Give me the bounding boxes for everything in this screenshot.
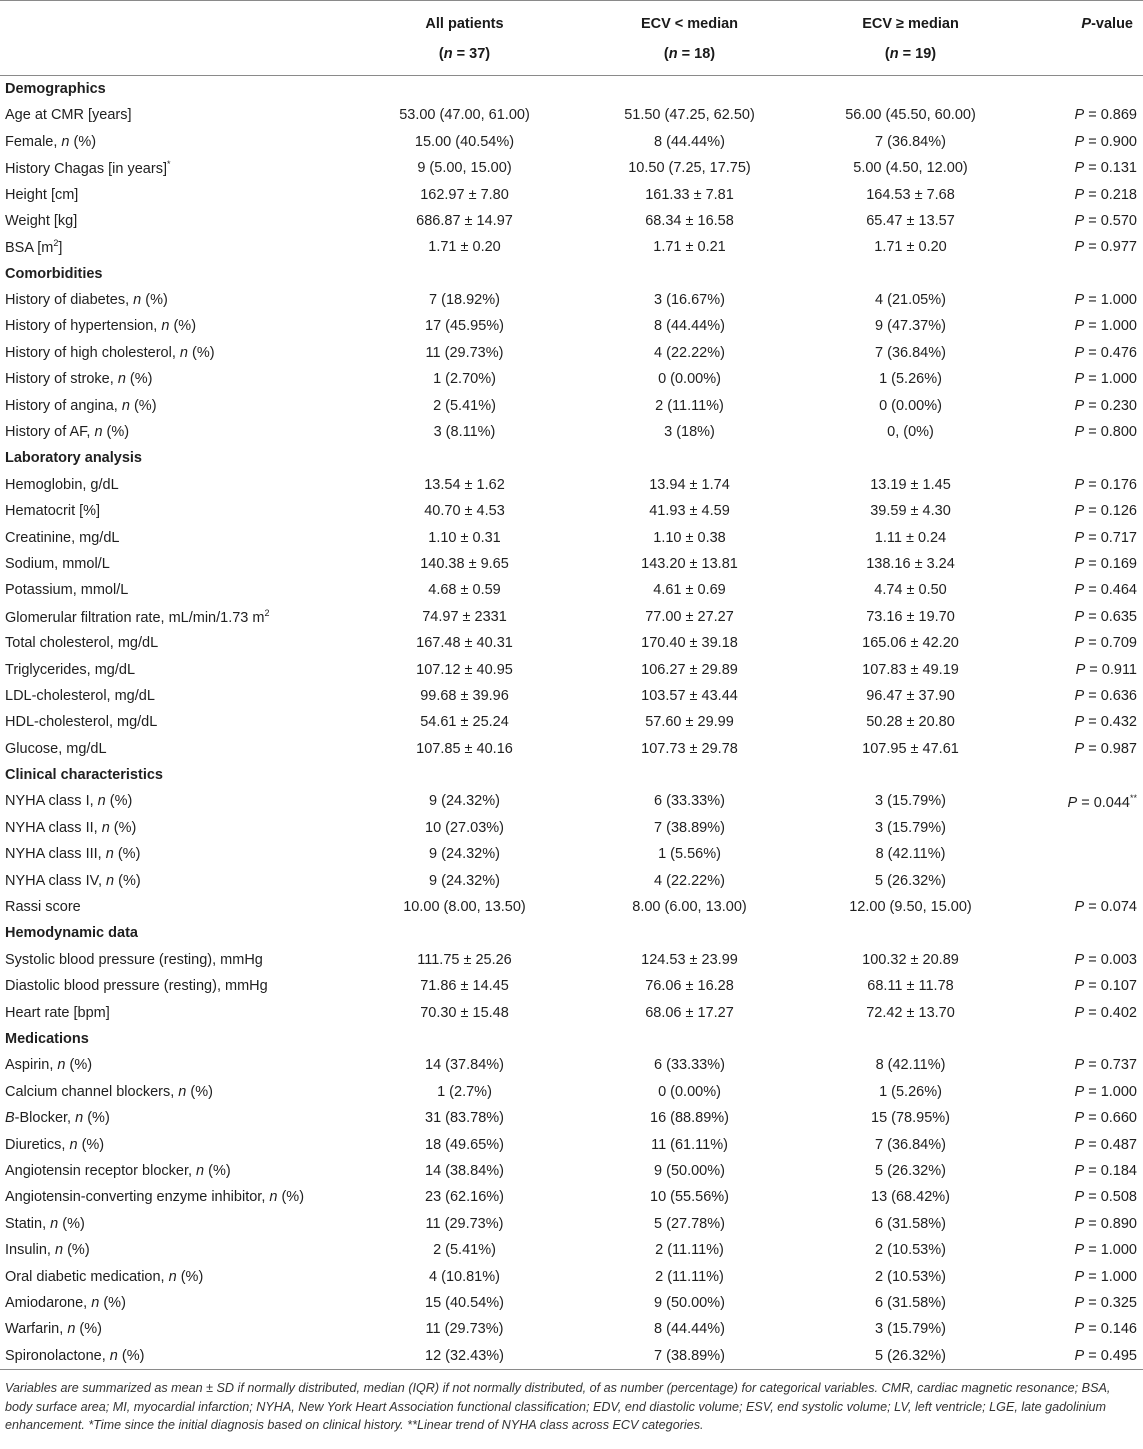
- value-ecv-low: 3 (16.67%): [654, 292, 725, 309]
- value-ecv-high: 15 (78.95%): [871, 1110, 950, 1127]
- row-label: Hemoglobin, g/dL: [5, 476, 119, 493]
- table-row: [0, 551, 1143, 577]
- value-ecv-high: 6 (31.58%): [875, 1215, 946, 1232]
- row-label: Aspirin, n (%): [5, 1057, 93, 1074]
- p-value: P = 1.000: [1074, 1268, 1137, 1285]
- header-ecv-high: ECV ≥ median: [862, 16, 959, 32]
- value-ecv-low: 4 (22.22%): [654, 344, 725, 361]
- row-label: Heart rate [bpm]: [5, 1004, 110, 1021]
- value-ecv-high: 1.11 ± 0.24: [874, 529, 947, 546]
- p-value: P = 0.709: [1074, 635, 1137, 652]
- value-all-patients: 107.12 ± 40.95: [416, 661, 513, 678]
- p-value: P = 0.977: [1074, 239, 1137, 256]
- table-row: [0, 683, 1143, 709]
- p-value: P = 0.107: [1074, 978, 1137, 995]
- row-label: History of hypertension, n (%): [5, 318, 197, 335]
- table-body: [0, 76, 1143, 1370]
- p-value: P = 0.987: [1074, 740, 1137, 757]
- value-all-patients: 2 (5.41%): [433, 1242, 496, 1259]
- p-value: P = 0.495: [983, 1343, 1143, 1370]
- value-all-patients: 99.68 ± 39.96: [420, 687, 509, 704]
- table-row: [0, 340, 1143, 366]
- p-value: [983, 868, 1143, 894]
- table-row: [0, 1211, 1143, 1237]
- row-label: Glomerular filtration rate, mL/min/1.73 $m^2$: [5, 607, 270, 626]
- value-all-patients: 686.87 ± 14.97: [416, 212, 513, 229]
- p-value: P = 0.869: [1074, 107, 1137, 124]
- table-row: [0, 287, 1143, 313]
- section-title: Hemodynamic data: [5, 925, 138, 942]
- value-ecv-low: 6 (33.33%): [654, 793, 725, 810]
- p-value: P = 0.402: [1074, 1004, 1137, 1021]
- table-row: [0, 472, 1143, 498]
- value-all-patients: 1 (2.7%): [437, 1083, 492, 1100]
- row-label: Female, n (%): [5, 133, 97, 150]
- table-row: [0, 208, 1143, 234]
- value-all-patients: 74.97 ± 2331: [422, 608, 507, 625]
- row-label: Potassium, mmol/L: [5, 582, 129, 599]
- table-row: [0, 498, 1143, 524]
- row-label: B-Blocker, n (%): [5, 1110, 110, 1127]
- row-label: History Chagas [in years]*: [5, 159, 171, 178]
- row-label: Creatinine, mg/dL: [5, 529, 120, 546]
- row-label: LDL-cholesterol, mg/dL: [5, 687, 155, 704]
- value-all-patients: 2 (5.41%): [433, 397, 496, 414]
- value-ecv-low: 5 (27.78%): [654, 1215, 725, 1232]
- table-row: [0, 182, 1143, 208]
- row-label: Spironolactone, n (%): [0, 1343, 388, 1370]
- table-row: [0, 868, 1143, 894]
- table-row: [0, 393, 1143, 419]
- value-ecv-high: 68.11 ± 11.78: [867, 978, 954, 995]
- row-label: Calcium channel blockers, n (%): [5, 1083, 213, 1100]
- value-ecv-high: 96.47 ± 37.90: [866, 687, 955, 704]
- p-value: [983, 815, 1143, 841]
- value-ecv-low: 8 (44.44%): [654, 318, 725, 335]
- value-ecv-low: 0 (0.00%): [658, 1083, 721, 1100]
- value-all-patients: 18 (49.65%): [425, 1136, 504, 1153]
- header-all-n: (n = 37): [438, 46, 491, 62]
- table-row: [0, 1000, 1143, 1026]
- value-all-patients: 4.68 ± 0.59: [428, 582, 501, 599]
- value-ecv-high: 4.74 ± 0.50: [874, 582, 947, 599]
- section-row: [0, 445, 1143, 471]
- table-row: [0, 815, 1143, 841]
- value-ecv-low: 68.34 ± 16.58: [645, 212, 734, 229]
- p-value: P = 0.184: [1074, 1162, 1137, 1179]
- value-all-patients: 54.61 ± 25.24: [420, 714, 509, 731]
- section-row: [0, 261, 1143, 287]
- header-low-n: (n = 18): [663, 46, 716, 62]
- row-label: Angiotensin-converting enzyme inhibitor, n (%): [5, 1189, 305, 1206]
- value-all-patients: 23 (62.16%): [425, 1189, 504, 1206]
- section-title: Laboratory analysis: [5, 450, 142, 467]
- value-ecv-low: 7 (38.89%): [541, 1343, 838, 1370]
- value-ecv-low: 103.57 ± 43.44: [641, 687, 738, 704]
- table-row: [0, 630, 1143, 656]
- p-value: P = 0.325: [1074, 1294, 1137, 1311]
- p-value: P = 0.660: [1074, 1110, 1137, 1127]
- value-all-patients: 70.30 ± 15.48: [420, 1004, 509, 1021]
- value-ecv-high: 7 (36.84%): [875, 344, 946, 361]
- table-row: [0, 1079, 1143, 1105]
- p-value: P = 0.464: [1074, 582, 1137, 599]
- header-ecv-low: ECV < median: [640, 16, 739, 32]
- p-value: P = 0.800: [1074, 424, 1137, 441]
- value-ecv-low: 10.50 (7.25, 17.75): [628, 160, 751, 177]
- value-all-patients: 13.54 ± 1.62: [424, 476, 505, 493]
- p-value: P = 0.126: [1074, 503, 1137, 520]
- header-all-patients: All patients: [425, 16, 504, 32]
- value-all-patients: 11 (29.73%): [425, 344, 504, 361]
- row-label: Warfarin, n (%): [5, 1321, 102, 1338]
- row-label: NYHA class I, n (%): [5, 793, 133, 810]
- p-value: P = 1.000: [1074, 318, 1137, 335]
- header-p-value: P-value: [1081, 16, 1133, 32]
- value-ecv-high: 1 (5.26%): [879, 1083, 942, 1100]
- p-value: P = 0.635: [1074, 608, 1137, 625]
- value-ecv-high: 0, (0%): [887, 424, 934, 441]
- value-ecv-high: 4 (21.05%): [875, 292, 946, 309]
- value-ecv-low: 1.71 ± 0.21: [653, 239, 726, 256]
- value-ecv-low: 2 (11.11%): [655, 1242, 724, 1259]
- row-label: Total cholesterol, mg/dL: [5, 635, 159, 652]
- value-ecv-high: 12.00 (9.50, 15.00): [849, 899, 972, 916]
- value-ecv-low: 9 (50.00%): [654, 1294, 725, 1311]
- row-label: History of angina, n (%): [5, 397, 157, 414]
- p-value: [983, 841, 1143, 867]
- table-row: [0, 709, 1143, 735]
- p-value: P = 1.000: [1074, 292, 1137, 309]
- p-value: P = 0.570: [1074, 212, 1137, 229]
- value-ecv-low: 8 (44.44%): [654, 1321, 725, 1338]
- value-all-patients: 9 (24.32%): [429, 846, 500, 863]
- table-row: [0, 894, 1143, 920]
- row-label: NYHA class IV, n (%): [5, 872, 141, 889]
- table-row: [0, 419, 1143, 445]
- table-row: [0, 841, 1143, 867]
- row-label: Diastolic blood pressure (resting), mmHg: [5, 978, 268, 995]
- table-row: [0, 1184, 1143, 1210]
- value-ecv-low: 0 (0.00%): [658, 371, 721, 388]
- row-label: Diuretics, n (%): [5, 1136, 105, 1153]
- value-ecv-high: 165.06 ± 42.20: [862, 635, 959, 652]
- table-row: [0, 1052, 1143, 1078]
- section-row: [0, 76, 1143, 103]
- value-all-patients: 10.00 (8.00, 13.50): [403, 899, 526, 916]
- table-row: [0, 1132, 1143, 1158]
- p-value: P = 0.044**: [1067, 792, 1137, 811]
- p-value: P = 0.003: [1074, 951, 1137, 968]
- row-label: History of stroke, n (%): [5, 371, 153, 388]
- p-value: P = 0.717: [1074, 529, 1137, 546]
- value-ecv-low: 107.73 ± 29.78: [641, 740, 738, 757]
- p-value: P = 1.000: [1074, 1083, 1137, 1100]
- row-label: Rassi score: [5, 899, 81, 916]
- value-ecv-low: 4 (22.22%): [654, 872, 725, 889]
- table-row: [0, 1264, 1143, 1290]
- value-all-patients: 11 (29.73%): [425, 1215, 504, 1232]
- p-value: P = 0.900: [1074, 133, 1137, 150]
- p-value: P = 0.508: [1074, 1189, 1137, 1206]
- table-footnote: Variables are summarized as mean ± SD if normally distributed, median (IQR) if not normally distributed, of as number (percentage) for categorical variables. CMR, cardiac magnetic resonance; BSA, body surface area; MI, myocardial infarction; NYHA, New York Heart Association functional classification; EDV, end diastolic volume; ESV, end systolic volume; LV, left ventricle; LGE, late gadolinium enhancement. *Time since the initial diagnosis based on clinical history. **Linear trend of NYHA class across ECV categories.: [5, 1381, 1111, 1433]
- table-row: [0, 525, 1143, 551]
- table-row: [0, 1158, 1143, 1184]
- row-label: History of AF, n (%): [5, 424, 130, 441]
- row-label: History of high cholesterol, n (%): [5, 344, 215, 361]
- value-all-patients: 107.85 ± 40.16: [416, 740, 513, 757]
- value-ecv-low: 76.06 ± 16.28: [645, 978, 734, 995]
- p-value: P = 0.131: [1074, 160, 1137, 177]
- value-ecv-high: 2 (10.53%): [875, 1242, 946, 1259]
- value-ecv-low: 9 (50.00%): [654, 1162, 725, 1179]
- value-ecv-high: 9 (47.37%): [875, 318, 946, 335]
- value-ecv-low: 7 (38.89%): [654, 819, 725, 836]
- value-ecv-high: 100.32 ± 20.89: [862, 951, 959, 968]
- table-header: [0, 1, 1143, 76]
- value-ecv-low: 57.60 ± 29.99: [645, 714, 734, 731]
- value-all-patients: 14 (37.84%): [425, 1057, 504, 1074]
- p-value: P = 0.146: [1074, 1321, 1137, 1338]
- row-label: Insulin, n (%): [5, 1242, 90, 1259]
- row-label: Height [cm]: [5, 186, 79, 203]
- value-all-patients: 1.10 ± 0.31: [428, 529, 501, 546]
- row-label: Hematocrit [%]: [5, 503, 101, 520]
- value-all-patients: 17 (45.95%): [425, 318, 504, 335]
- value-ecv-high: 107.83 ± 49.19: [862, 661, 959, 678]
- p-value: P = 0.890: [1074, 1215, 1137, 1232]
- section-row: [0, 1026, 1143, 1052]
- value-all-patients: 14 (38.84%): [425, 1162, 504, 1179]
- row-label: NYHA class II, n (%): [5, 819, 137, 836]
- value-ecv-low: 161.33 ± 7.81: [645, 186, 734, 203]
- value-ecv-high: 39.59 ± 4.30: [870, 503, 951, 520]
- section-row: [0, 762, 1143, 788]
- value-ecv-high: 1 (5.26%): [879, 371, 942, 388]
- value-ecv-low: 10 (55.56%): [650, 1189, 729, 1206]
- value-all-patients: 9 (24.32%): [429, 872, 500, 889]
- row-label: Triglycerides, mg/dL: [5, 661, 136, 678]
- row-label: History of diabetes, n (%): [5, 292, 168, 309]
- value-ecv-high: 3 (15.79%): [875, 793, 946, 810]
- value-all-patients: 53.00 (47.00, 61.00): [399, 107, 530, 124]
- table-row: [0, 1105, 1143, 1131]
- value-ecv-high: 56.00 (45.50, 60.00): [845, 107, 976, 124]
- table-row: [0, 129, 1143, 155]
- value-ecv-low: 11 (61.11%): [651, 1136, 728, 1153]
- row-label: BSA $[m^2]$: [5, 238, 63, 257]
- value-ecv-high: 13.19 ± 1.45: [870, 476, 951, 493]
- value-ecv-high: 5.00 (4.50, 12.00): [853, 160, 968, 177]
- value-ecv-low: 2 (11.11%): [655, 397, 724, 414]
- value-ecv-high: 7 (36.84%): [875, 133, 946, 150]
- row-label: Statin, n (%): [5, 1215, 85, 1232]
- value-all-patients: 12 (32.43%): [388, 1343, 541, 1370]
- value-ecv-low: 41.93 ± 4.59: [649, 503, 730, 520]
- p-value: P = 1.000: [1074, 1242, 1137, 1259]
- value-ecv-low: 106.27 ± 29.89: [641, 661, 738, 678]
- row-label: Weight [kg]: [5, 212, 78, 229]
- p-value: P = 0.737: [1074, 1057, 1137, 1074]
- value-ecv-low: 77.00 ± 27.27: [645, 608, 734, 625]
- value-ecv-high: 72.42 ± 13.70: [866, 1004, 955, 1021]
- value-ecv-low: 6 (33.33%): [654, 1057, 725, 1074]
- value-all-patients: 11 (29.73%): [425, 1321, 504, 1338]
- p-value: P = 1.000: [1074, 371, 1137, 388]
- value-all-patients: 140.38 ± 9.65: [420, 555, 509, 572]
- value-ecv-low: 1.10 ± 0.38: [653, 529, 726, 546]
- value-all-patients: 9 (24.32%): [429, 793, 500, 810]
- table-row: [0, 1316, 1143, 1342]
- value-all-patients: 71.86 ± 14.45: [420, 978, 509, 995]
- value-ecv-high: 2 (10.53%): [875, 1268, 946, 1285]
- value-ecv-low: 8 (44.44%): [654, 133, 725, 150]
- table-row: [0, 102, 1143, 128]
- p-value: P = 0.169: [1074, 555, 1137, 572]
- value-ecv-low: 68.06 ± 17.27: [645, 1004, 734, 1021]
- table-row: [0, 234, 1143, 260]
- value-ecv-low: 4.61 ± 0.69: [653, 582, 726, 599]
- value-all-patients: 111.75 ± 25.26: [417, 951, 512, 968]
- value-ecv-high: 6 (31.58%): [875, 1294, 946, 1311]
- value-ecv-high: 50.28 ± 20.80: [866, 714, 955, 731]
- table-row: [0, 947, 1143, 973]
- value-ecv-high: 8 (42.11%): [875, 846, 946, 863]
- row-label: Angiotensin receptor blocker, n (%): [5, 1162, 231, 1179]
- p-value: P = 0.230: [1074, 397, 1137, 414]
- p-value: P = 0.636: [1074, 687, 1137, 704]
- row-label: Oral diabetic medication, n (%): [5, 1268, 204, 1285]
- table-row: [0, 973, 1143, 999]
- value-all-patients: 167.48 ± 40.31: [416, 635, 513, 652]
- value-all-patients: 40.70 ± 4.53: [424, 503, 505, 520]
- value-ecv-high: 138.16 ± 3.24: [866, 555, 955, 572]
- value-ecv-low: 143.20 ± 13.81: [641, 555, 738, 572]
- row-label: HDL-cholesterol, mg/dL: [5, 714, 158, 731]
- value-ecv-high: 5 (26.32%): [875, 1162, 946, 1179]
- value-all-patients: 10 (27.03%): [425, 819, 504, 836]
- value-ecv-high: 164.53 ± 7.68: [866, 186, 955, 203]
- value-ecv-low: 2 (11.11%): [655, 1268, 724, 1285]
- section-row: [0, 921, 1143, 947]
- header-high-n: (n = 19): [884, 46, 937, 62]
- row-label: NYHA class III, n (%): [5, 846, 141, 863]
- section-title: Comorbidities: [5, 265, 103, 282]
- p-value: P = 0.911: [1075, 661, 1137, 678]
- value-ecv-high: 3 (15.79%): [875, 819, 946, 836]
- value-ecv-high: 65.47 ± 13.57: [866, 212, 955, 229]
- value-all-patients: 31 (83.78%): [425, 1110, 504, 1127]
- value-all-patients: 162.97 ± 7.80: [420, 186, 509, 203]
- value-all-patients: 4 (10.81%): [429, 1268, 500, 1285]
- value-ecv-low: 1 (5.56%): [658, 846, 721, 863]
- p-value: P = 0.476: [1074, 344, 1137, 361]
- table-row: [0, 155, 1143, 181]
- section-title: Medications: [5, 1031, 89, 1047]
- value-ecv-low: 13.94 ± 1.74: [649, 476, 730, 493]
- value-ecv-low: 51.50 (47.25, 62.50): [624, 107, 755, 124]
- value-ecv-high: 7 (36.84%): [875, 1136, 946, 1153]
- table-row: [0, 366, 1143, 392]
- value-all-patients: 1 (2.70%): [433, 371, 496, 388]
- table-row: [0, 1290, 1143, 1316]
- value-all-patients: 3 (8.11%): [433, 424, 496, 441]
- value-ecv-high: 5 (26.32%): [875, 872, 946, 889]
- value-ecv-high: 8 (42.11%): [875, 1057, 946, 1074]
- p-value: P = 0.074: [1074, 899, 1137, 916]
- row-label: Amiodarone, n (%): [5, 1294, 126, 1311]
- row-label: Systolic blood pressure (resting), mmHg: [5, 951, 263, 968]
- table-row: [0, 604, 1143, 630]
- value-all-patients: 15.00 (40.54%): [414, 133, 515, 150]
- value-ecv-high: 0 (0.00%): [879, 397, 942, 414]
- value-ecv-low: 3 (18%): [664, 424, 715, 441]
- row-label: Age at CMR [years]: [5, 107, 132, 124]
- row-label: Glucose, mg/dL: [5, 740, 107, 757]
- value-ecv-high: 1.71 ± 0.20: [874, 239, 947, 256]
- value-ecv-high: 73.16 ± 19.70: [866, 608, 955, 625]
- table-row: [0, 736, 1143, 762]
- table-row: [0, 657, 1143, 683]
- p-value: P = 0.487: [1074, 1136, 1137, 1153]
- table-row: [0, 1237, 1143, 1263]
- p-value: P = 0.432: [1074, 714, 1137, 731]
- section-title: Demographics: [5, 80, 106, 97]
- table-row: [0, 789, 1143, 815]
- table-row: [0, 577, 1143, 603]
- p-value: P = 0.176: [1074, 476, 1137, 493]
- value-all-patients: 15 (40.54%): [425, 1294, 504, 1311]
- value-all-patients: 1.71 ± 0.20: [428, 239, 501, 256]
- value-ecv-low: 8.00 (6.00, 13.00): [632, 899, 747, 916]
- value-all-patients: 7 (18.92%): [429, 292, 500, 309]
- value-ecv-low: 170.40 ± 39.18: [641, 635, 738, 652]
- header-empty: [0, 1, 388, 39]
- value-ecv-high: 5 (26.32%): [838, 1343, 983, 1370]
- table-row: [0, 314, 1143, 340]
- value-ecv-high: 3 (15.79%): [875, 1321, 946, 1338]
- row-label: Sodium, mmol/L: [5, 555, 110, 572]
- value-ecv-low: 16 (88.89%): [650, 1110, 729, 1127]
- p-value: P = 0.218: [1074, 186, 1137, 203]
- value-ecv-high: 13 (68.42%): [871, 1189, 950, 1206]
- value-all-patients: 9 (5.00, 15.00): [417, 160, 512, 177]
- table-row: [0, 1343, 1143, 1370]
- value-ecv-low: 124.53 ± 23.99: [641, 951, 738, 968]
- section-title: Clinical characteristics: [5, 767, 163, 784]
- value-ecv-high: 107.95 ± 47.61: [862, 740, 959, 757]
